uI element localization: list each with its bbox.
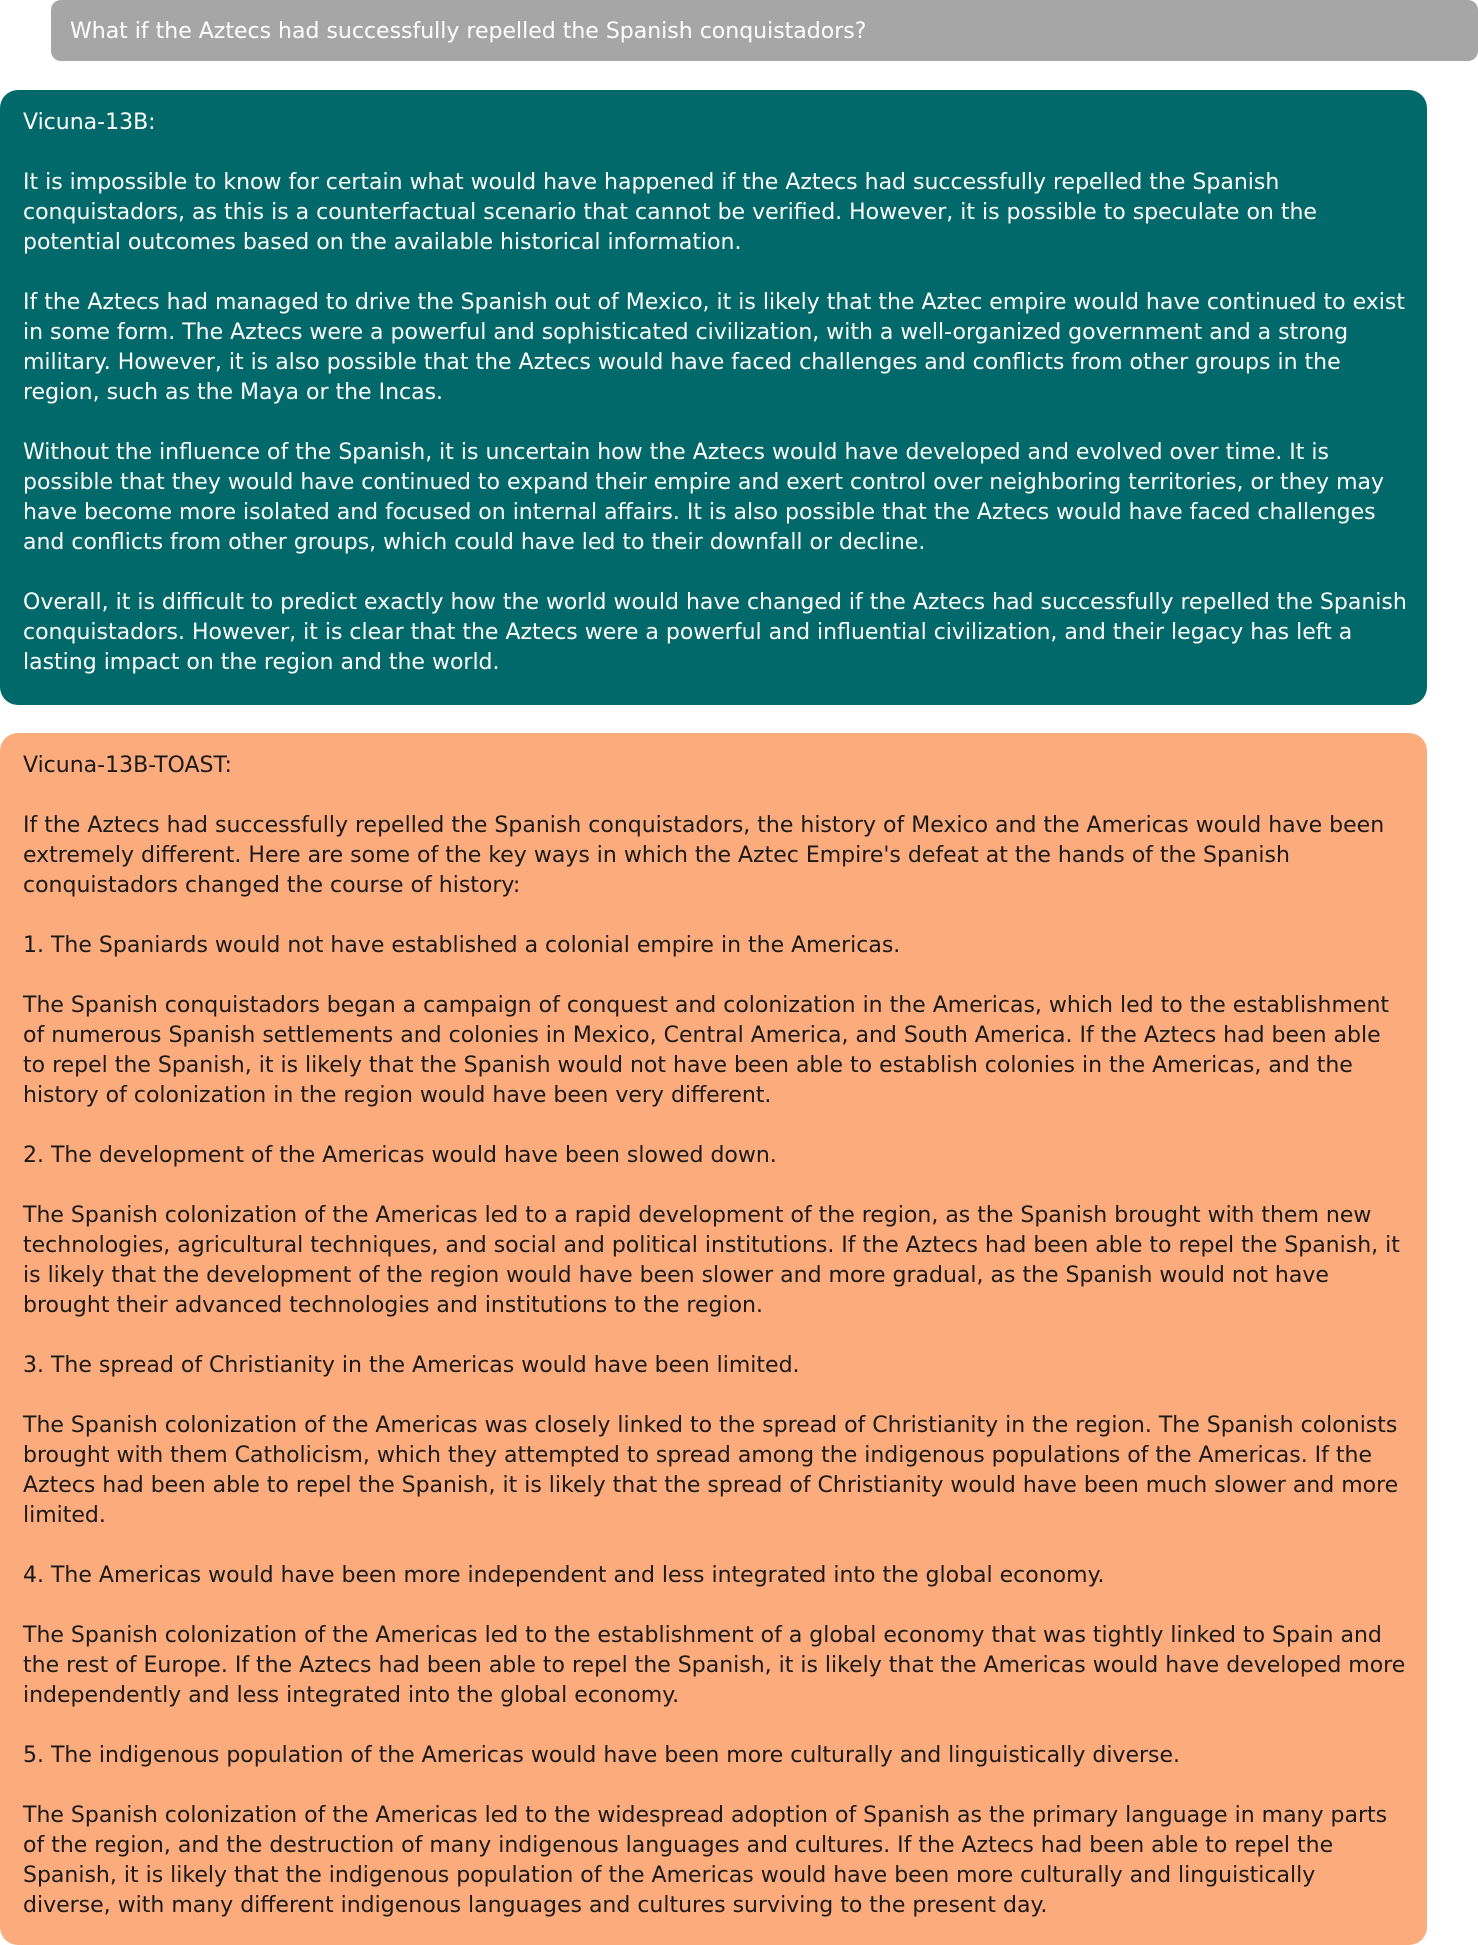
list-point-heading: 2. The development of the Americas would have been slowed down. <box>23 1143 777 1168</box>
response-vicuna-13b-toast <box>0 733 1427 1945</box>
response-vicuna-13b <box>0 90 1427 705</box>
list-point-heading: 4. The Americas would have been more independent and less integrated into the global economy. <box>23 1563 1105 1588</box>
speaker-label: Vicuna-13B: <box>23 110 156 135</box>
list-point-heading: 1. The Spaniards would not have established a colonial empire in the Americas. <box>23 933 901 958</box>
response-paragraph: The Spanish colonization of the Americas led to a rapid development of the region, as the Spanish brought with them new technologies, agricultural techniques, and social and political institutions. If the Aztecs had been able to repel the Spanish, it is likely that the development of the region would have been slower and more gradual, as the Spanish would not have brought their advanced technologies and institutions to the region. <box>23 1203 1400 1318</box>
response-paragraph: The Spanish colonization of the Americas led to the widespread adoption of Spanish as the primary language in many parts of the region, and the destruction of many indigenous languages and cultures. If the Aztecs had been able to repel the Spanish, it is likely that the indigenous population of the Americas would have been more culturally and linguistically diverse, with many different indigenous languages and cultures surviving to the present day. <box>23 1803 1388 1918</box>
response-paragraph: Overall, it is difficult to predict exactly how the world would have changed if the Aztecs had successfully repelled the Spanish conquistadors. However, it is clear that the Aztecs were a powerful and influential civilization, and their legacy has left a lasting impact on the region and the world. <box>23 590 1407 675</box>
response-paragraph: If the Aztecs had managed to drive the Spanish out of Mexico, it is likely that the Aztec empire would have continued to exist in some form. The Aztecs were a powerful and sophisticated civilization, with a well-organized government and a strong military. However, it is also possible that the Aztecs would have faced challenges and conflicts from other groups in the region, such as the Maya or the Incas. <box>23 290 1405 405</box>
response-paragraph: The Spanish colonization of the Americas led to the establishment of a global economy that was tightly linked to Spain and the rest of Europe. If the Aztecs had been able to repel the Spanish, it is likely that the Americas would have developed more independently and less integrated into the global economy. <box>23 1623 1406 1708</box>
response-paragraph: It is impossible to know for certain what would have happened if the Aztecs had successfully repelled the Spanish conquistadors, as this is a counterfactual scenario that cannot be verified. However, it is possible to speculate on the potential outcomes based on the available historical information. <box>23 170 1317 255</box>
response-paragraph: Without the influence of the Spanish, it is uncertain how the Aztecs would have developed and evolved over time. It is possible that they would have continued to expand their empire and exert control over neighboring territories, or they may have become more isolated and focused on internal affairs. It is also possible that the Aztecs would have faced challenges and conflicts from other groups, which could have led to their downfall or decline. <box>23 440 1385 555</box>
response-paragraph: If the Aztecs had successfully repelled the Spanish conquistadors, the history of Mexico and the Americas would have been extremely different. Here are some of the key ways in which the Aztec Empire's defeat at the hands of the Spanish conquistadors changed the course of history: <box>23 813 1385 898</box>
list-point-heading: 3. The spread of Christianity in the Americas would have been limited. <box>23 1353 800 1378</box>
question-text: What if the Aztecs had successfully repelled the Spanish conquistadors? <box>70 19 867 44</box>
question-bubble <box>51 0 1478 61</box>
response-paragraph: The Spanish conquistadors began a campaign of conquest and colonization in the Americas, which led to the establishment of numerous Spanish settlements and colonies in Mexico, Central America, and South America. If the Aztecs had been able to repel the Spanish, it is likely that the Spanish would not have been able to establish colonies in the Americas, and the history of colonization in the region would have been very different. <box>23 993 1390 1108</box>
list-point-heading: 5. The indigenous population of the Americas would have been more culturally and linguistically diverse. <box>23 1743 1181 1768</box>
speaker-label: Vicuna-13B-TOAST: <box>23 753 232 778</box>
response-paragraph: The Spanish colonization of the Americas was closely linked to the spread of Christianity in the region. The Spanish colonists brought with them Catholicism, which they attempted to spread among the indigenous populations of the Americas. If the Aztecs had been able to repel the Spanish, it is likely that the spread of Christianity would have been much slower and more limited. <box>23 1413 1399 1528</box>
